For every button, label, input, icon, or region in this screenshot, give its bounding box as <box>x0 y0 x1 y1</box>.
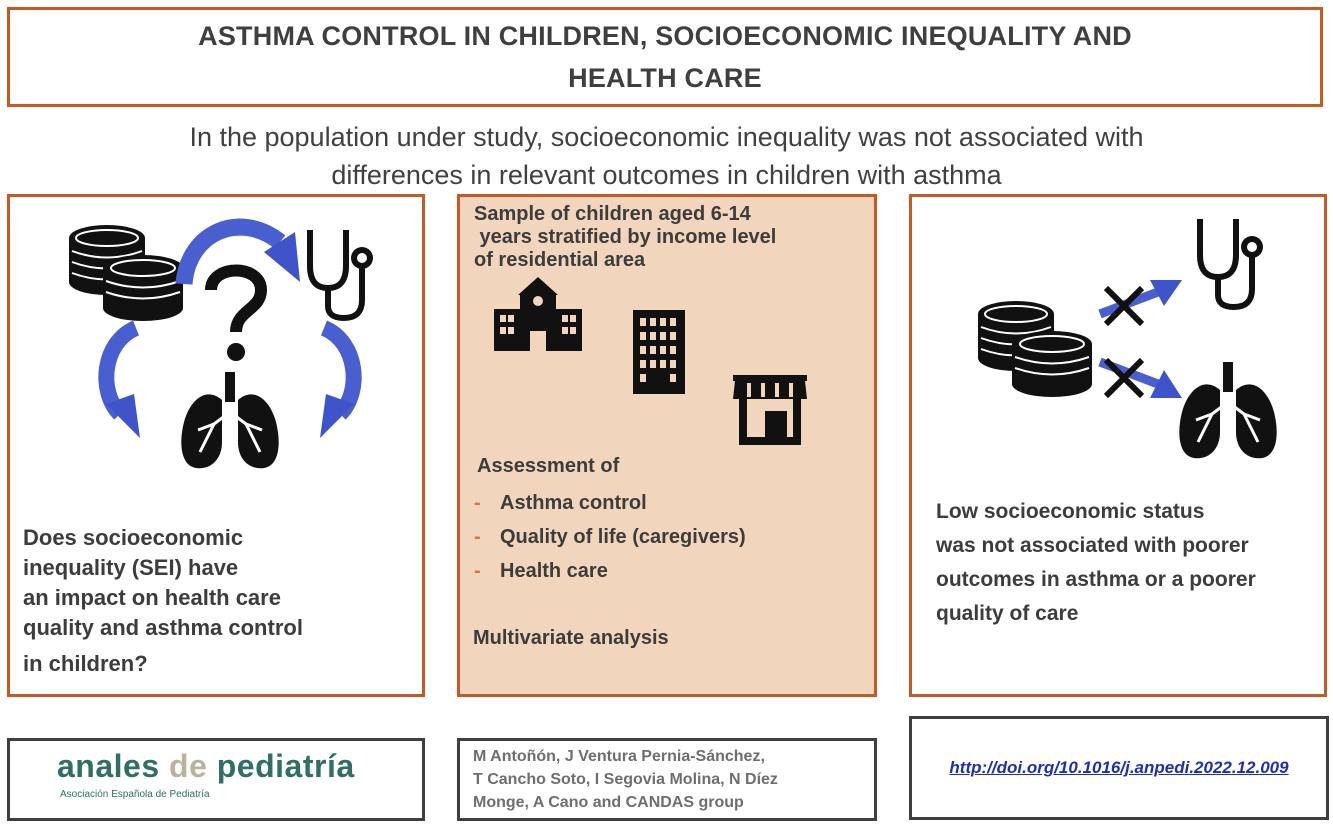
authors <box>473 745 868 814</box>
intro-line: Sample of children aged 6-14 <box>474 203 751 225</box>
cross-icon <box>1102 356 1146 400</box>
title-box <box>7 7 1323 107</box>
assessment-item: Asthma control <box>500 491 647 514</box>
logo-word: anales <box>57 748 170 784</box>
research-question <box>23 523 403 679</box>
subtitle-line-1: In the population under study, socioeconomic inequality was not associated with <box>189 122 1144 152</box>
dash-bullet: - <box>474 559 481 582</box>
subtitle <box>60 118 1273 194</box>
author-line: M Antoñón, J Ventura Pernia-Sánchez, <box>473 748 765 765</box>
cross-icon <box>1102 284 1146 328</box>
dash-bullet: - <box>474 525 481 548</box>
lungs-icon <box>1176 362 1280 460</box>
logo-word: pediatría <box>207 748 355 784</box>
assessment-item: Health care <box>500 559 608 582</box>
conclusion-line: outcomes in asthma or a poorer <box>936 568 1256 591</box>
school-icon <box>494 277 582 351</box>
author-line: T Cancho Soto, I Segovia Molina, N Díez <box>473 771 778 788</box>
author-line: Monge, A Cano and CANDAS group <box>473 794 744 811</box>
arrow-icon <box>316 322 376 442</box>
apartment-building-icon <box>631 310 687 396</box>
question-line: Does socioeconomic <box>23 525 244 550</box>
assessment-item: Quality of life (caregivers) <box>500 525 746 548</box>
arrow-icon <box>84 322 144 442</box>
list-item <box>474 554 746 588</box>
dash-bullet: - <box>474 491 481 514</box>
conclusion <box>936 495 1316 631</box>
sample-description <box>474 203 864 272</box>
question-line: quality and asthma control <box>23 615 303 640</box>
question-line: an impact on health care <box>23 585 281 610</box>
journal-logo <box>57 748 355 785</box>
shop-icon <box>733 375 807 445</box>
title-line-1: ASTHMA CONTROL IN CHILDREN, SOCIOECONOMIC INEQUALITY AND <box>198 21 1132 51</box>
conclusion-line: was not associated with poorer <box>936 534 1249 557</box>
logo-word: de <box>169 748 208 784</box>
coins-icon <box>975 298 1095 398</box>
question-line: inequality (SEI) have <box>23 555 239 580</box>
stethoscope-icon <box>300 226 380 326</box>
title-line-2: HEALTH CARE <box>568 63 762 93</box>
assessment-heading: Assessment of <box>477 455 620 477</box>
coins-icon <box>66 222 186 322</box>
doi-box <box>909 716 1329 820</box>
assessment-list <box>474 486 746 588</box>
doi-link[interactable]: http://doi.org/10.1016/j.anpedi.2022.12.009 <box>949 758 1289 777</box>
intro-line: of residential area <box>474 249 646 271</box>
lungs-icon <box>178 372 282 470</box>
list-item <box>474 520 746 554</box>
question-mark-icon <box>203 262 269 364</box>
conclusion-line: Low socioeconomic status <box>936 500 1205 523</box>
question-line: in children? <box>23 651 148 676</box>
subtitle-line-2: differences in relevant outcomes in children with asthma <box>331 160 1002 190</box>
conclusion-line: quality of care <box>936 602 1079 625</box>
analysis-label: Multivariate analysis <box>473 627 669 649</box>
journal-subtitle: Asociación Española de Pediatría <box>60 789 210 800</box>
intro-line: years stratified by income level <box>474 226 777 248</box>
stethoscope-icon <box>1190 215 1270 315</box>
list-item <box>474 486 746 520</box>
